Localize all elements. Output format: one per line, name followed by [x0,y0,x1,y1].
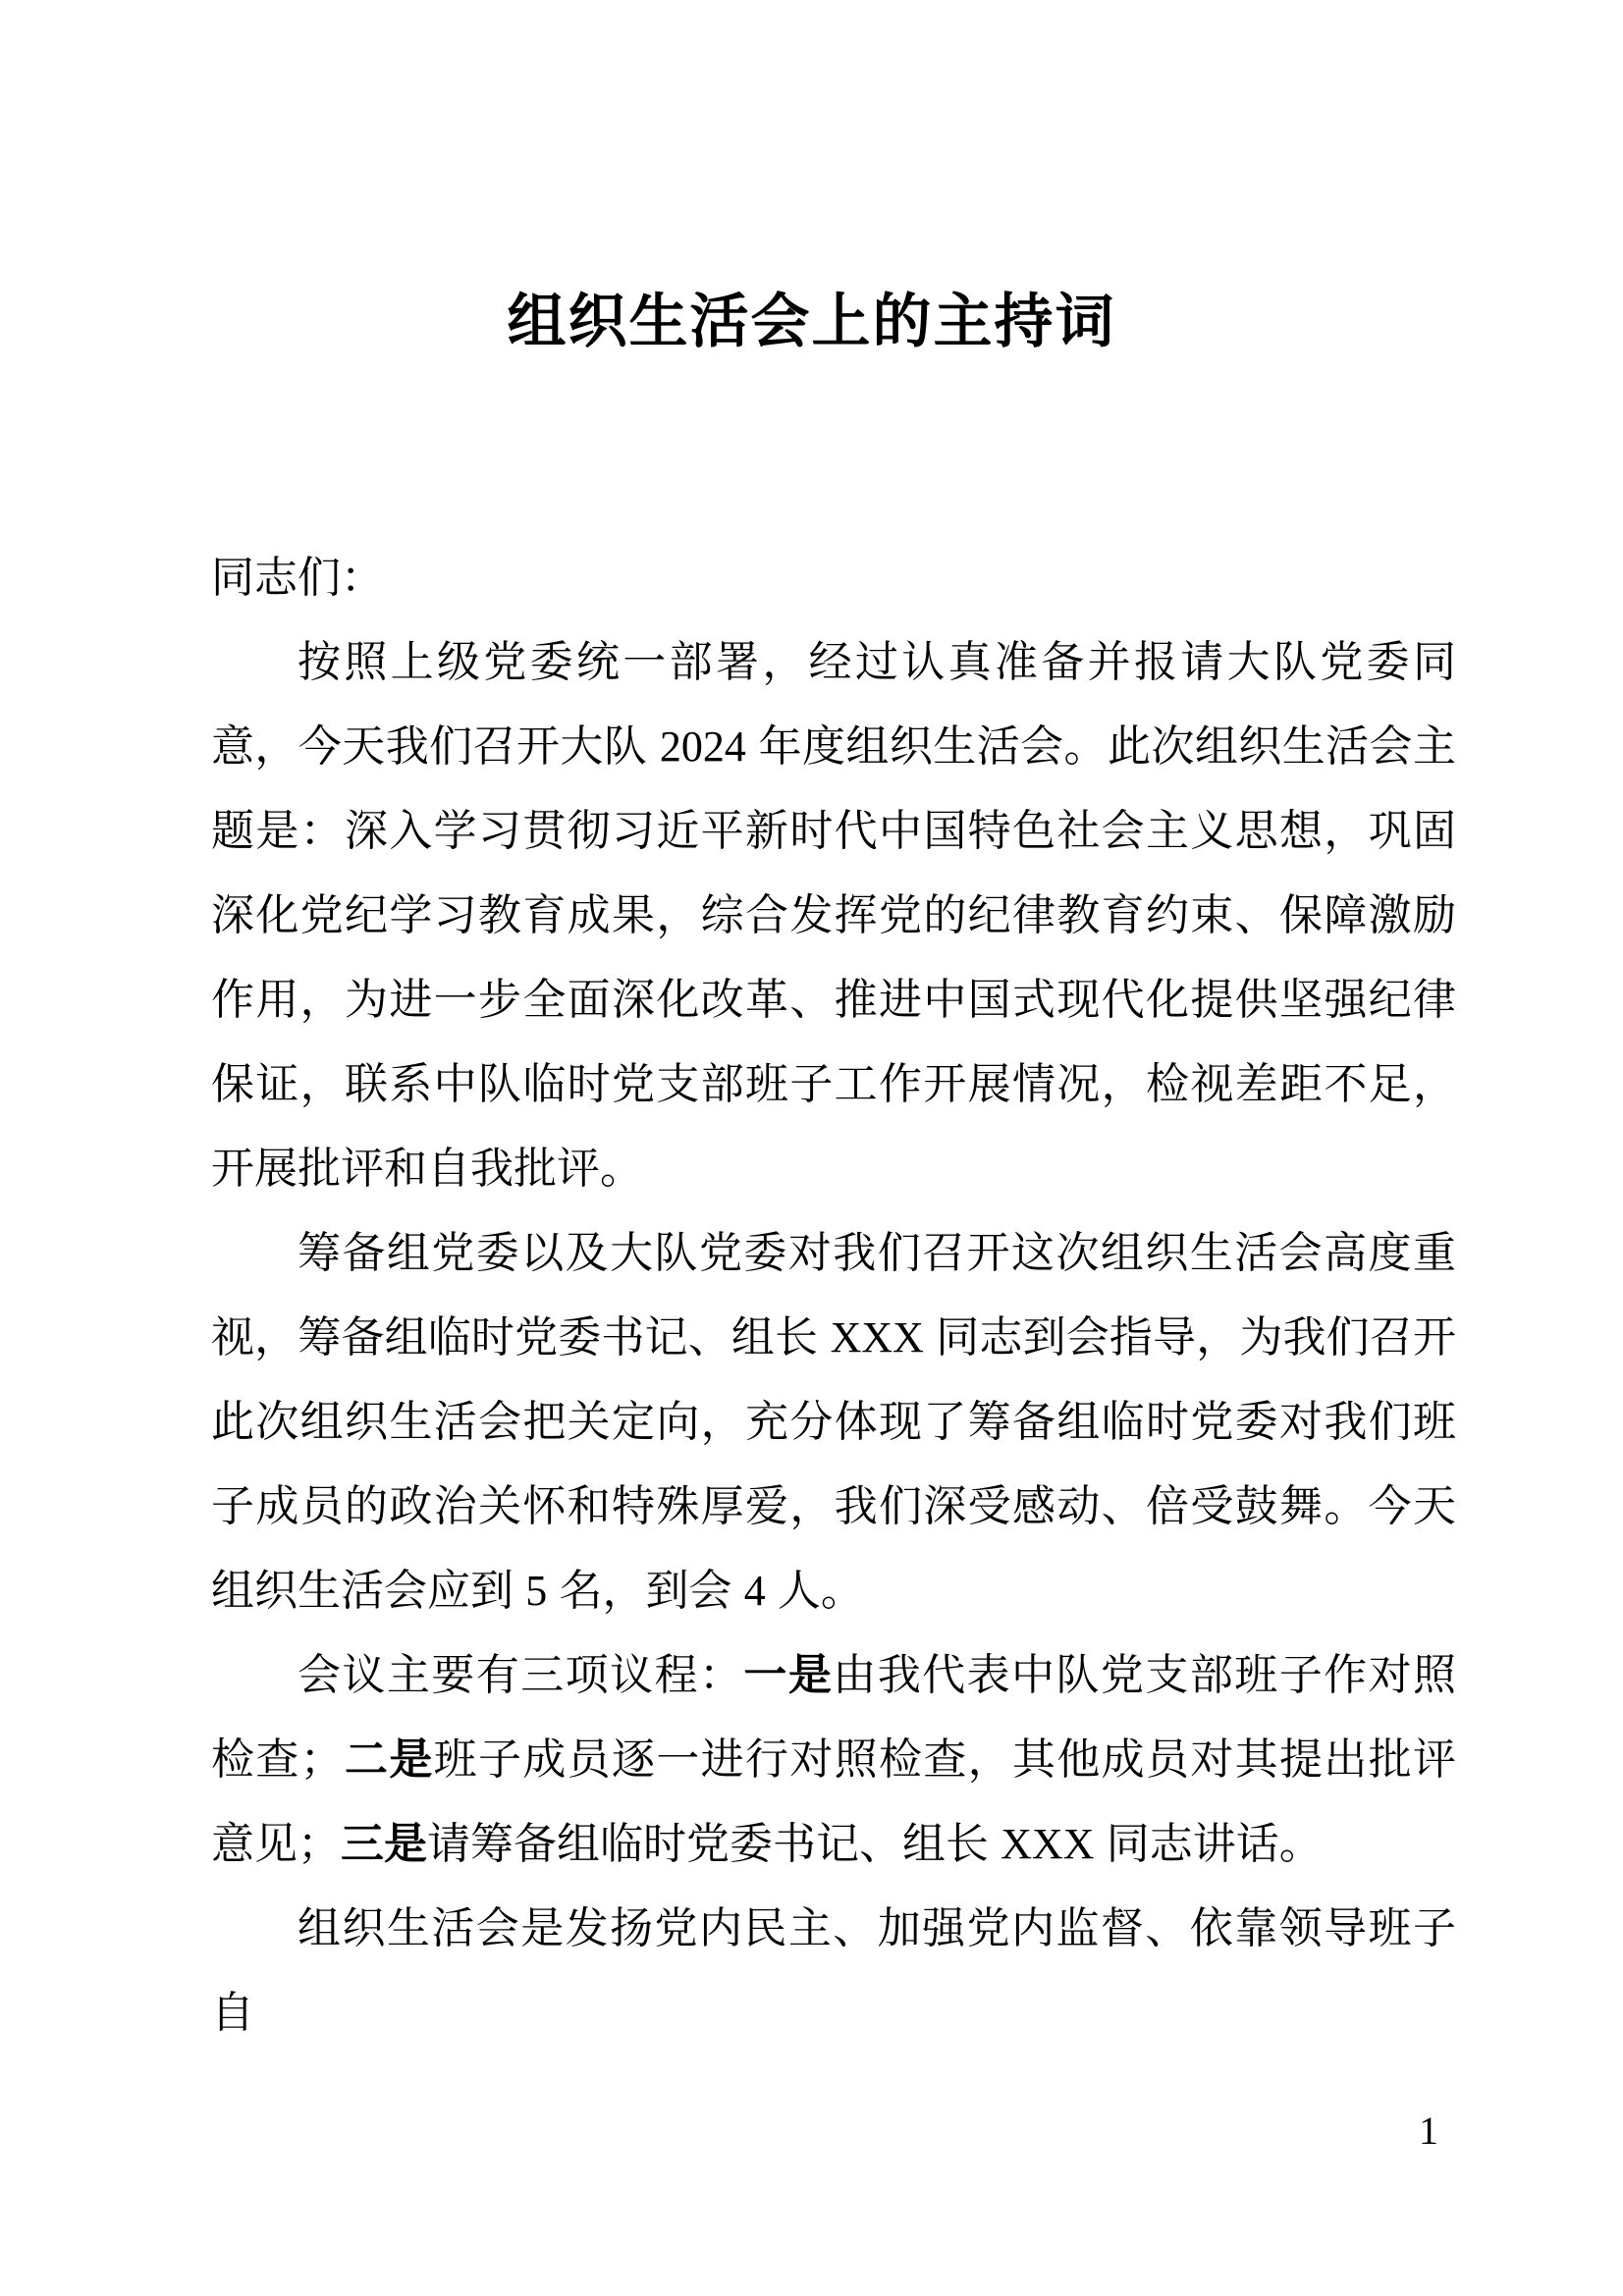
page-number: 1 [1419,2109,1438,2153]
bold-run: 二是 [343,1735,434,1784]
paragraph [211,1211,1456,1633]
paragraph [211,1887,1456,2056]
paragraph [211,620,1456,1211]
document-body [211,536,1456,2056]
text-run: 组织生活会是发扬党内民主、加强党内监督、依靠领导班子自 [211,1904,1456,2037]
text-run: 班子成员逐一进行对照检查，其他成员对其提出批评意见； [211,1735,1457,1868]
latin-text: 5 [525,1567,548,1615]
text-run: 由我代表中队党支部班子作对照检查； [211,1651,1457,1784]
text-run: 筹备组党委以及大队党委对我们召开这次组织生活会高度重视，筹备组临时党委书记、组长 XXX 同志到会指导，为我们召开此次组织生活会把关定向，充分体现了筹备组临时党委对我们班子成员的政治关怀和特殊厚爱，我们深受感动、倍受鼓舞。今天组织生活会应到 5 名，到会 4 人。 [211,1229,1456,1615]
text-run: 按照上级党委统一部署，经过认真准备并报请大队党委同意，今天我们召开大队 2024 年度组织生活会。此次组织生活会主题是：深入学习贯彻习近平新时代中国特色社会主义思想，巩固深化党纪学习教育成果，综合发挥党的纪律教育约束、保障激励作用，为进一步全面深化改革、推进中国式现代化提供坚强纪律保证，联系中队临时党支部班子工作开展情况，检视差距不足，开展批评和自我批评。 [211,638,1456,1193]
paragraph [211,1633,1456,1887]
text-run: 会议主要有三项议程： [298,1651,744,1699]
bold-run: 一是 [743,1651,834,1699]
document-title: 组织生活会上的主持词 [507,289,1116,354]
bold-run: 三是 [341,1820,427,1868]
latin-text: XXX [1001,1820,1095,1868]
latin-text: 4 [743,1567,766,1615]
latin-text: XXX [830,1313,924,1362]
latin-text: 2024 [659,722,746,771]
text-run: 同志们： [211,554,384,602]
text-run: 请筹备组临时党委书记、组长 XXX 同志讲话。 [427,1820,1323,1868]
paragraph [211,536,1456,620]
